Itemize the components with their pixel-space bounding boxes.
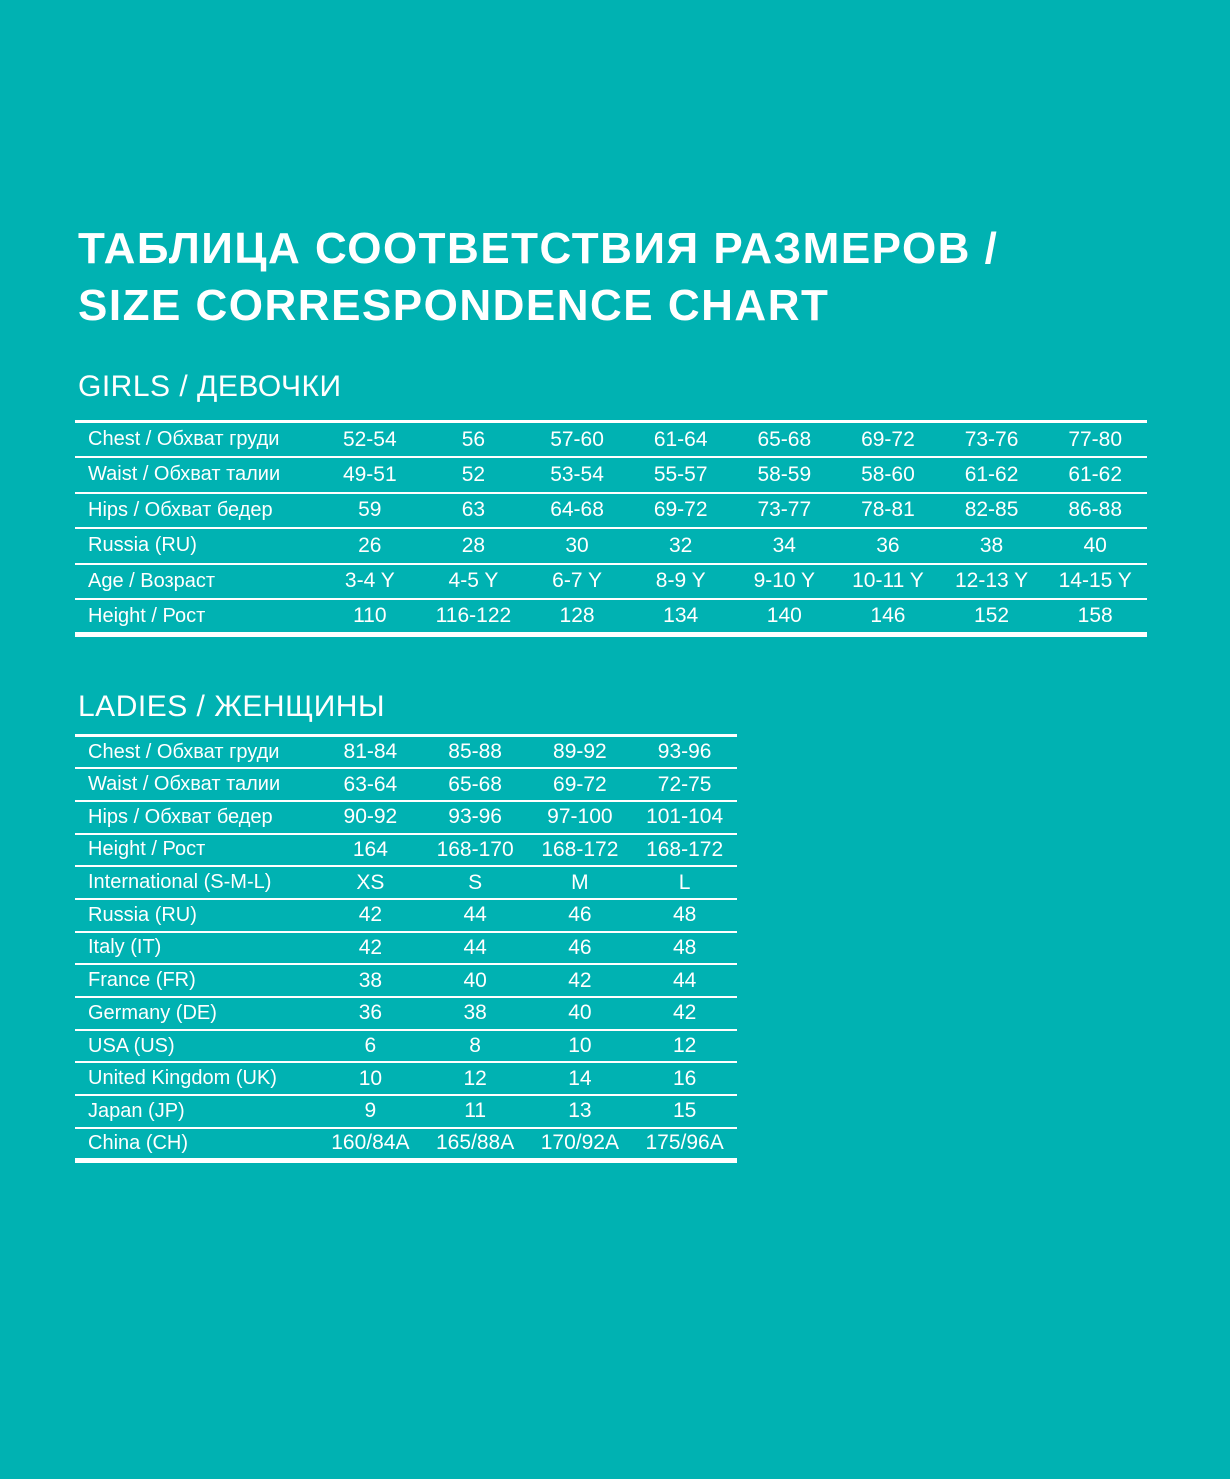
row-label: Age / Возраст: [88, 569, 216, 592]
cell-value: 49-51: [342, 462, 397, 486]
table-row: [75, 932, 737, 965]
cell-value: 3-4 Y: [344, 569, 395, 593]
cell-value: 38: [463, 1001, 487, 1025]
table-row: [75, 528, 1147, 564]
cell-value: 16: [672, 1066, 697, 1090]
cell-value: 42: [358, 903, 383, 927]
table-row: [75, 964, 737, 997]
table-row: [75, 1062, 737, 1095]
cell-value: 97-100: [547, 805, 613, 829]
cell-value: 110: [353, 604, 387, 627]
page-title: [78, 220, 998, 334]
cell-value: 65-68: [757, 427, 812, 451]
cell-value: 73-77: [757, 498, 812, 522]
cell-value: 164: [352, 837, 388, 861]
ladies-section-heading: LADIES / ЖЕНЩИНЫ: [78, 690, 386, 723]
page-title-russian: ТАБЛИЦА СООТВЕТСТВИЯ РАЗМЕРОВ /: [78, 224, 999, 273]
row-label: Waist / Обхват талии: [88, 773, 281, 796]
cell-value: 101-104: [646, 805, 724, 829]
cell-value: 38: [358, 968, 383, 992]
table-row: [75, 1128, 737, 1161]
cell-value: 77-80: [1068, 427, 1123, 451]
cell-value: 168-170: [436, 837, 514, 861]
cell-value: 40: [1083, 533, 1107, 557]
cell-value: 12: [672, 1034, 697, 1058]
cell-value: 10: [568, 1034, 592, 1058]
row-label: International (S-M-L): [88, 871, 272, 894]
cell-value: 61-64: [653, 427, 708, 451]
cell-value: 128: [559, 604, 595, 627]
cell-value: 10: [358, 1066, 383, 1090]
cell-value: 11: [464, 1099, 487, 1123]
cell-value: 86-88: [1068, 498, 1123, 522]
cell-value: M: [571, 870, 589, 894]
cell-value: 81-84: [343, 740, 398, 764]
table-row: [75, 564, 1147, 600]
cell-value: 58-60: [861, 462, 915, 486]
cell-value: 12-13 Y: [954, 569, 1029, 593]
row-label: Russia (RU): [88, 534, 197, 557]
row-label: Height / Рост: [88, 604, 206, 627]
cell-value: 90-92: [343, 805, 398, 829]
cell-value: 44: [672, 968, 697, 992]
cell-value: 48: [672, 903, 697, 927]
table-row: [75, 834, 737, 867]
cell-value: 13: [568, 1099, 592, 1123]
cell-value: 64-68: [550, 498, 604, 522]
table-row: [75, 768, 737, 801]
row-label: China (CH): [88, 1131, 189, 1154]
cell-value: 65-68: [448, 772, 502, 796]
table-row: [75, 997, 737, 1030]
cell-value: 59: [358, 498, 382, 522]
table-row: [75, 1095, 737, 1128]
cell-value: 158: [1077, 604, 1113, 627]
cell-value: 63-64: [343, 772, 398, 796]
cell-value: 168-172: [646, 837, 724, 861]
cell-value: 69-72: [653, 498, 708, 522]
row-label: Russia (RU): [88, 903, 197, 926]
cell-value: 72-75: [657, 772, 712, 796]
girls-size-table: [75, 420, 1147, 637]
cell-value: 55-57: [653, 462, 708, 486]
cell-value: 160/84A: [331, 1131, 410, 1155]
cell-value: 12: [463, 1066, 487, 1090]
cell-value: 8: [469, 1034, 481, 1058]
cell-value: 4-5 Y: [448, 569, 499, 593]
cell-value: 38: [979, 533, 1004, 557]
cell-value: XS: [356, 870, 385, 894]
cell-value: 15: [672, 1099, 697, 1123]
cell-value: 46: [568, 935, 592, 959]
cell-value: 9: [364, 1099, 377, 1123]
cell-value: 61-62: [964, 462, 1019, 486]
cell-value: 42: [568, 968, 592, 992]
cell-value: 140: [766, 604, 802, 627]
row-label: Hips / Обхват бедер: [88, 498, 273, 521]
cell-value: 44: [463, 935, 487, 959]
cell-value: 14-15 Y: [1058, 569, 1132, 593]
table-row: [75, 457, 1147, 493]
row-label: United Kingdom (UK): [88, 1067, 277, 1090]
cell-value: 89-92: [553, 740, 607, 764]
cell-value: 57-60: [550, 427, 604, 451]
cell-value: L: [678, 870, 691, 894]
cell-value: 32: [669, 533, 693, 557]
cell-value: 30: [565, 533, 589, 557]
cell-value: 44: [463, 903, 487, 927]
table-row: [75, 736, 737, 769]
cell-value: 28: [461, 533, 486, 557]
cell-value: 58-59: [757, 462, 812, 486]
cell-value: 82-85: [964, 498, 1019, 522]
cell-value: S: [468, 870, 483, 894]
cell-value: 134: [663, 604, 699, 627]
cell-value: 6: [364, 1034, 377, 1058]
cell-value: 53-54: [550, 462, 604, 486]
cell-value: 69-72: [553, 772, 607, 796]
cell-value: 69-72: [861, 427, 915, 451]
row-label: Japan (JP): [88, 1099, 185, 1122]
cell-value: 14: [568, 1066, 592, 1090]
ladies-size-table: [75, 734, 737, 1163]
cell-value: 85-88: [448, 740, 502, 764]
cell-value: 63: [461, 498, 486, 522]
cell-value: 93-96: [657, 740, 712, 764]
cell-value: 42: [358, 935, 383, 959]
cell-value: 52-54: [342, 427, 397, 451]
cell-value: 46: [568, 903, 592, 927]
row-label: USA (US): [88, 1034, 175, 1057]
table-row: [75, 422, 1147, 458]
cell-value: 8-9 Y: [655, 569, 706, 593]
cell-value: 165/88A: [436, 1131, 515, 1155]
row-label: Waist / Обхват талии: [88, 463, 281, 486]
row-label: Italy (IT): [88, 936, 162, 959]
cell-value: 175/96A: [645, 1131, 724, 1155]
cell-value: 52: [461, 462, 486, 486]
cell-value: 42: [672, 1001, 697, 1025]
cell-value: 170/92A: [540, 1131, 619, 1155]
cell-value: 36: [876, 533, 900, 557]
row-label: Germany (DE): [88, 1001, 217, 1024]
cell-value: 40: [568, 1001, 592, 1025]
cell-value: 34: [772, 533, 796, 557]
row-label: Hips / Обхват бедер: [88, 805, 273, 828]
cell-value: 61-62: [1068, 462, 1123, 486]
page-title-english: SIZE CORRESPONDENCE CHART: [78, 281, 830, 330]
cell-value: 73-76: [964, 427, 1019, 451]
row-label: Height / Рост: [88, 838, 206, 861]
table-row: [75, 493, 1147, 529]
cell-value: 6-7 Y: [552, 569, 602, 593]
cell-value: 10-11 Y: [852, 569, 924, 593]
cell-value: 116-122: [435, 604, 512, 627]
cell-value: 40: [463, 968, 487, 992]
cell-value: 152: [974, 604, 1010, 627]
row-label: Chest / Обхват груди: [88, 428, 280, 450]
table-row: [75, 899, 737, 932]
table-row: [75, 599, 1147, 635]
cell-value: 56: [461, 427, 486, 451]
table-row: [75, 1030, 737, 1063]
table-row: [75, 801, 737, 834]
row-label: Chest / Обхват груди: [88, 740, 280, 763]
girls-section-heading: GIRLS / ДЕВОЧКИ: [78, 370, 342, 403]
row-label: France (FR): [88, 969, 196, 992]
cell-value: 168-172: [541, 837, 619, 861]
cell-value: 36: [358, 1001, 383, 1025]
cell-value: 9-10 Y: [753, 569, 816, 593]
cell-value: 48: [672, 935, 697, 959]
cell-value: 146: [870, 604, 906, 627]
cell-value: 26: [358, 533, 382, 557]
cell-value: 78-81: [861, 498, 915, 522]
table-row: [75, 866, 737, 899]
cell-value: 93-96: [448, 805, 502, 829]
